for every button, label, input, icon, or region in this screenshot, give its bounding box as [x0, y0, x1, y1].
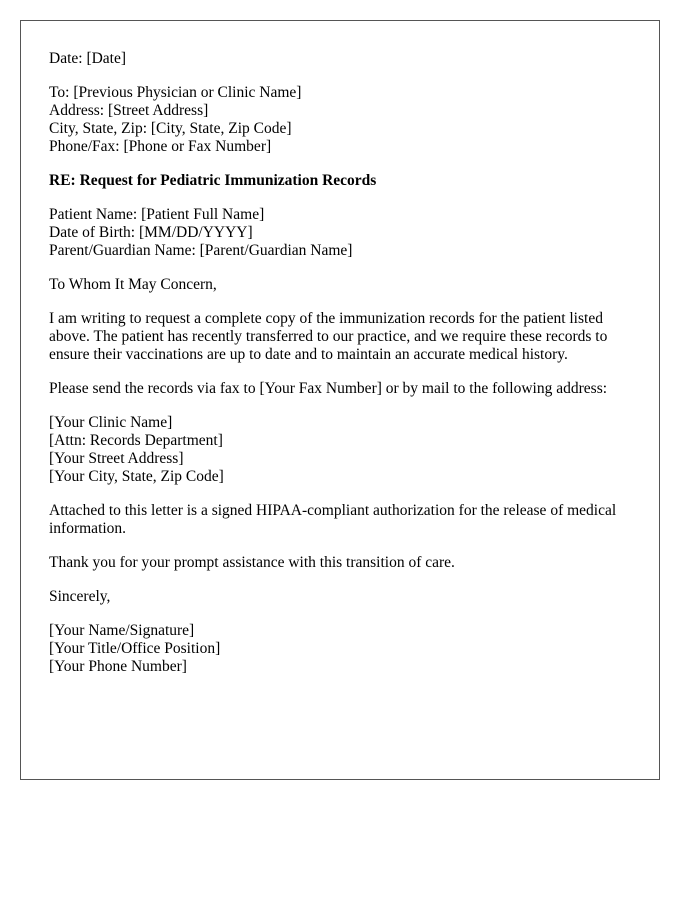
- patient-guardian: Parent/Guardian Name: [Parent/Guardian Name]: [49, 242, 353, 259]
- body-paragraph-2-text: Please send the records via fax to [Your Fax Number] or by mail to the following address:: [49, 380, 608, 397]
- return-street: [Your Street Address]: [49, 450, 184, 467]
- closing: Sincerely,: [49, 588, 111, 605]
- body-paragraph-2: [49, 380, 631, 398]
- return-city: [Your City, State, Zip Code]: [49, 468, 224, 485]
- return-attn: [Attn: Records Department]: [49, 432, 223, 449]
- body-paragraph-1-text: I am writing to request a complete copy of the immunization records for the patient listed above. The patient has recently transferred to our practice, and we require these records to ensure their vaccinations are up to date and to maintain an accurate medical history.: [49, 310, 608, 363]
- subject-line: RE: Request for Pediatric Immunization Records: [49, 172, 377, 189]
- recipient-city: City, State, Zip: [City, State, Zip Code]: [49, 120, 292, 137]
- return-address-block: [49, 414, 631, 486]
- signature-title: [Your Title/Office Position]: [49, 640, 221, 657]
- signature-block: [49, 622, 631, 676]
- body-paragraph-1: [49, 310, 631, 364]
- signature-phone: [Your Phone Number]: [49, 658, 187, 675]
- signature-name: [Your Name/Signature]: [49, 622, 195, 639]
- return-clinic: [Your Clinic Name]: [49, 414, 173, 431]
- subject-block: [49, 172, 631, 190]
- recipient-phone: Phone/Fax: [Phone or Fax Number]: [49, 138, 272, 155]
- patient-block: [49, 206, 631, 260]
- body-paragraph-4: [49, 554, 631, 572]
- salutation: To Whom It May Concern,: [49, 276, 217, 293]
- body-paragraph-4-text: Thank you for your prompt assistance with this transition of care.: [49, 554, 455, 571]
- letter-page: [20, 20, 660, 780]
- recipient-address: Address: [Street Address]: [49, 102, 209, 119]
- patient-name: Patient Name: [Patient Full Name]: [49, 206, 265, 223]
- date-line: Date: [Date]: [49, 50, 127, 67]
- date-block: [49, 50, 631, 68]
- patient-dob: Date of Birth: [MM/DD/YYYY]: [49, 224, 253, 241]
- closing-block: [49, 588, 631, 606]
- body-paragraph-3-text: Attached to this letter is a signed HIPAA-compliant authorization for the release of medical information.: [49, 502, 617, 537]
- body-paragraph-3: [49, 502, 631, 538]
- recipient-block: [49, 84, 631, 156]
- salutation-block: [49, 276, 631, 294]
- recipient-to: To: [Previous Physician or Clinic Name]: [49, 84, 302, 101]
